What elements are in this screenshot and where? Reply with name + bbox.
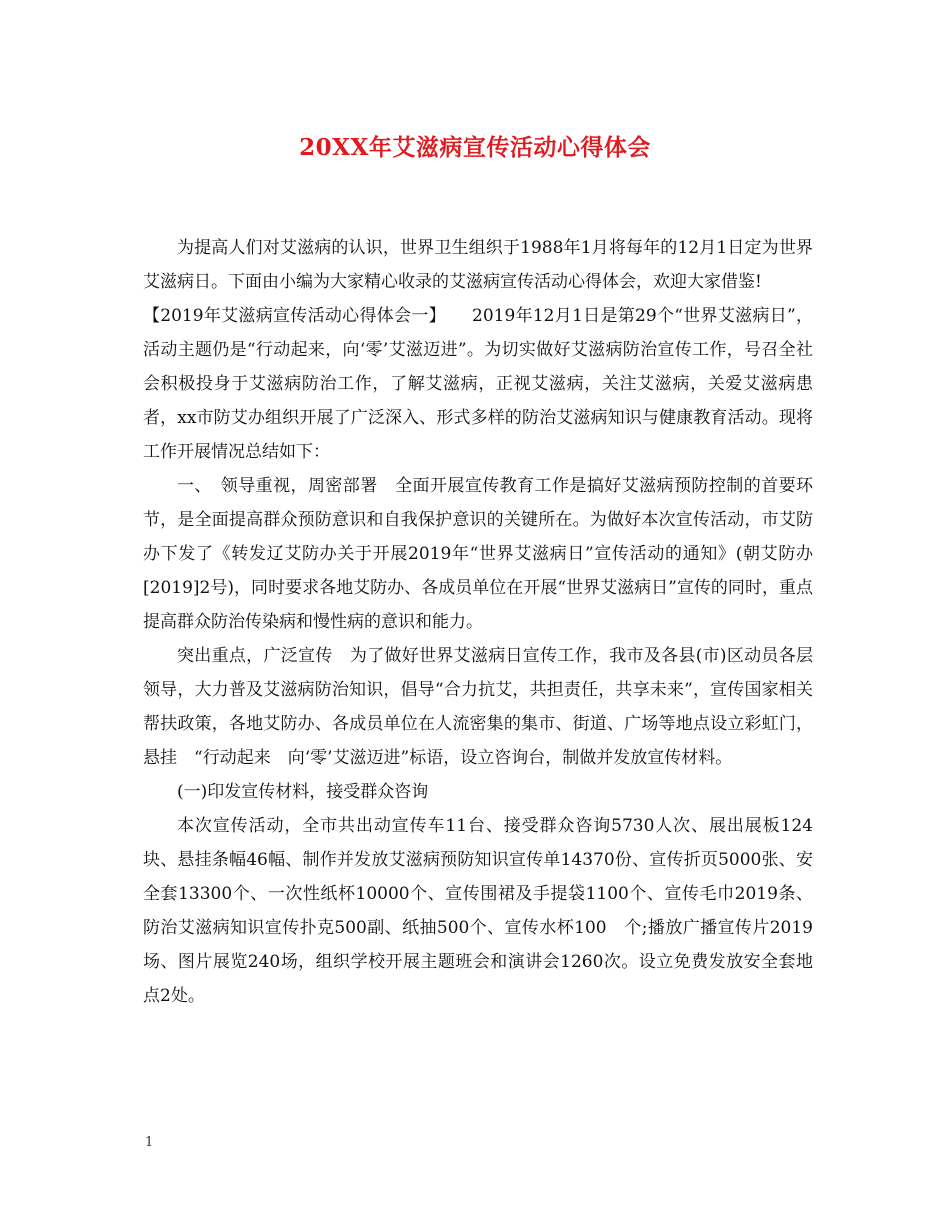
page-number: 1 [145, 1135, 154, 1150]
paragraph-section-one-intro: 【2019年艾滋病宣传活动心得体会一】 2019年12月1日是第29个“世界艾滋病日”，活动主题仍是“行动起来，向‘零’艾滋迈进”。为切实做好艾滋病防治宣传工作，号召全社会积极投身于艾滋病防治工作，了解艾滋病，正视艾滋病，关注艾滋病，关爱艾滋病患者，xx市防艾办组织开展了广泛深入、形式多样的防治艾滋病知识与健康教育活动。现将工作开展情况总结如下： [143, 306, 813, 462]
paragraph-intro: 为提高人们对艾滋病的认识，世界卫生组织于1988年1月将每年的12月1日定为世界艾滋病日。下面由小编为大家精心收录的艾滋病宣传活动心得体会，欢迎大家借鉴! [143, 238, 813, 292]
paragraph-subheading-materials: (一)印发宣传材料，接受群众咨询 [177, 782, 429, 802]
paragraph-focus: 突出重点，广泛宣传 为了做好世界艾滋病日宣传工作，我市及各县(市)区动员各层领导，大力普及艾滋病防治知识，倡导“合力抗艾，共担责任，共享未来”，宣传国家相关帮扶政策，各地艾防办、各成员单位在人流密集的集市、街道、广场等地点设立彩虹门，悬挂 “行动起来 向‘零’艾滋迈进”标语，设立咨询台，制做并发放宣传材料。 [143, 646, 813, 768]
paragraph-leadership: 一、 领导重视，周密部署 全面开展宣传教育工作是搞好艾滋病预防控制的首要环节，是全面提高群众预防意识和自我保护意识的关键所在。为做好本次宣传活动，市艾防办下发了《转发辽艾防办关于开展2019年“世界艾滋病日”宣传活动的通知》(朝艾防办[2019]2号)，同时要求各地艾防办、各成员单位在开展“世界艾滋病日”宣传的同时，重点提高群众防治传染病和慢性病的意识和能力。 [143, 476, 813, 632]
paragraph-statistics: 本次宣传活动，全市共出动宣传车11台、接受群众咨询5730人次、展出展板124块、悬挂条幅46幅、制作并发放艾滋病预防知识宣传单14370份、宣传折页5000张、安全套13300个、一次性纸杯10000个、宣传围裙及手提袋1100个、宣传毛巾2019条、防治艾滋病知识宣传扑克500副、纸抽500个、宣传水杯100 个;播放广播宣传片2019场、图片展览240场，组织学校开展主题班会和演讲会1260次。设立免费发放安全套地点2处。 [143, 816, 813, 1006]
document-body [143, 231, 813, 1013]
document-title: 20XX年艾滋病宣传活动心得体会 [299, 134, 651, 161]
